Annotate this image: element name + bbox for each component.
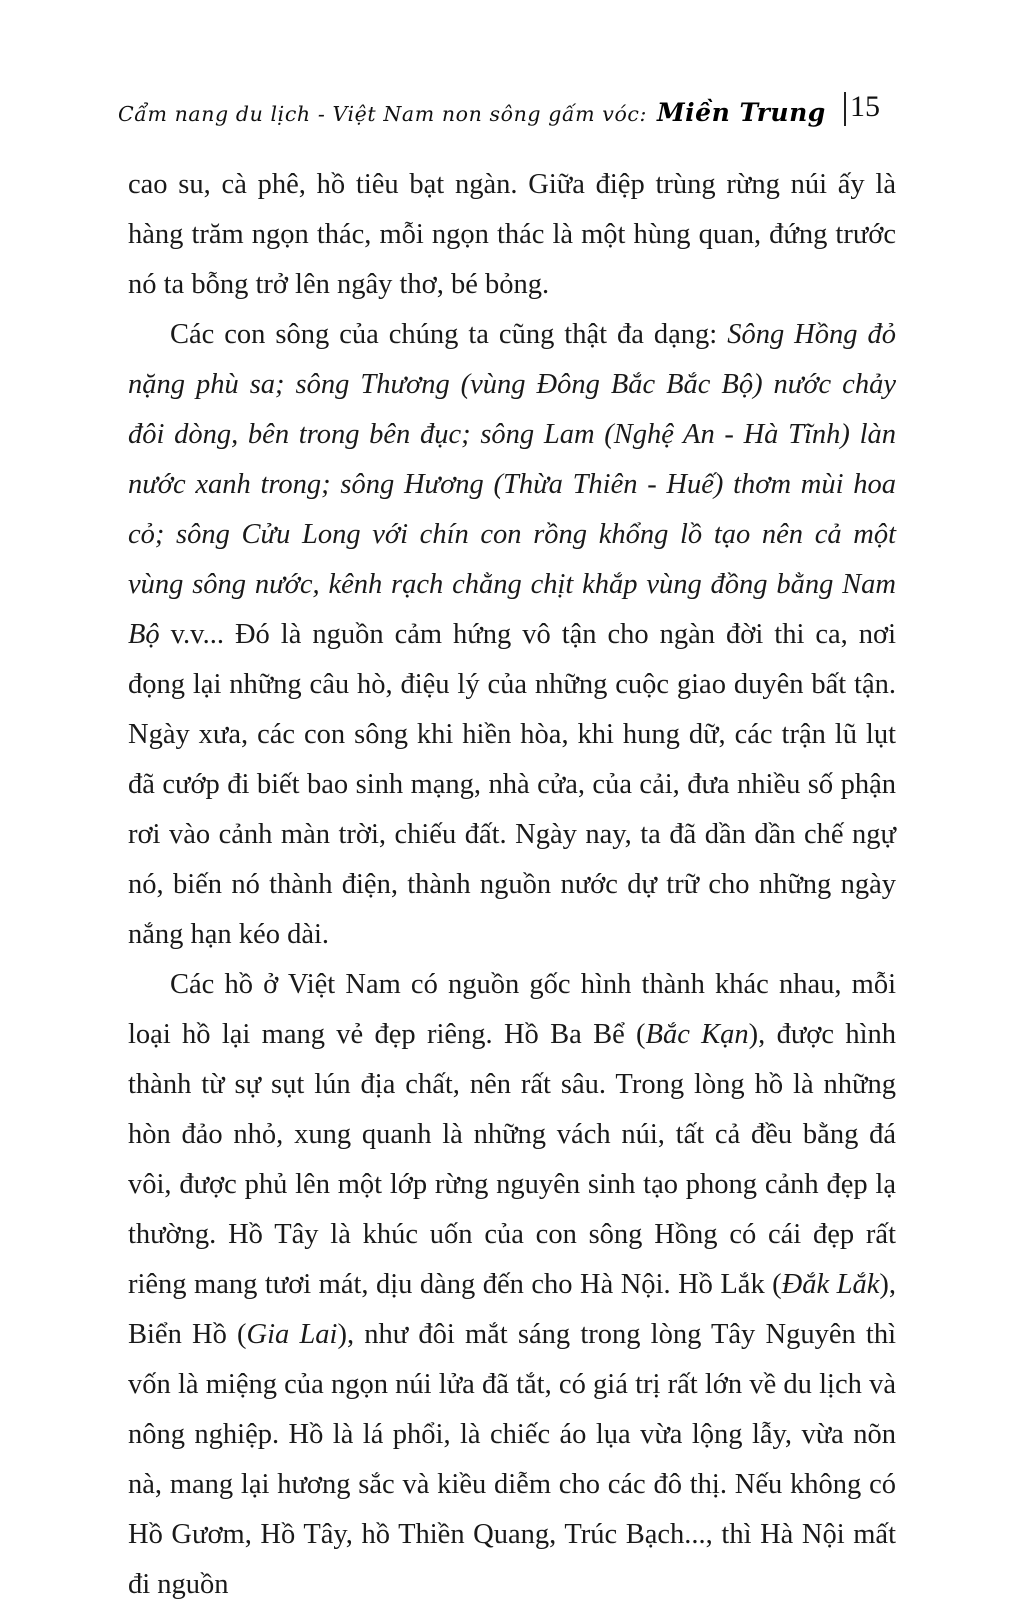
page-header [118, 78, 908, 136]
running-head [118, 87, 846, 127]
paragraph-1: cao su, cà phê, hồ tiêu bạt ngàn. Giữa điệp trùng rừng núi ấy là hàng trăm ngọn thác, mỗi ngọn thác là một hùng quan, đứng trước nó ta bỗng trở lên ngây thơ, bé bỏng. [128, 169, 896, 300]
place-name-dak-lak: Đắk Lắk [781, 1269, 880, 1300]
page-number: 15 [850, 90, 880, 123]
place-name-bac-kan: Bắc Kạn [645, 1019, 749, 1050]
running-head-region: Miền Trung [657, 98, 826, 127]
running-head-title: Cẩm nang du lịch - Việt Nam non sông gấm vóc: [118, 102, 647, 126]
paragraph-3-part-c: ), Biển Hồ ( [128, 1269, 897, 1350]
header-divider [844, 92, 846, 126]
paragraph-3-part-d: ), như đôi mắt sáng trong lòng Tây Nguyên thì vốn là miệng của ngọn núi lửa đã tắt, có giá trị rất lớn về du lịch và nông nghiệp. Hồ là lá phổi, là chiếc áo lụa vừa lộng lẫy, vừa nõn nà, mang lại hương sắc và kiều diễm cho các đô thị. Nếu không có Hồ Gươm, Hồ Tây, hồ Thiền Quang, Trúc Bạch..., thì Hà Nội mất đi nguồn [128, 1319, 896, 1600]
paragraph-3-part-a: Các hồ ở Việt Nam có nguồn gốc hình thành khác nhau, mỗi loại hồ lại mang vẻ đẹp riêng. Hồ Ba Bể ( [128, 969, 896, 1050]
paragraph-2 [128, 310, 896, 960]
paragraph-3 [128, 960, 896, 1610]
paragraph-2-lead: Các con sông của chúng ta cũng thật đa dạng: [170, 319, 728, 350]
paragraph-2-river-names: Sông Hồng đỏ nặng phù sa; sông Thương (vùng Đông Bắc Bắc Bộ) nước chảy đôi dòng, bên trong bên đục; sông Lam (Nghệ An - Hà Tĩnh) làn nước xanh trong; sông Hương (Thừa Thiên - Huế) thơm mùi hoa cỏ; sông Cửu Long với chín con rồng khổng lồ tạo nên cả một vùng sông nước, kênh rạch chằng chịt khắp vùng đồng bằng Nam Bộ [128, 319, 896, 650]
place-name-gia-lai: Gia Lai [246, 1319, 338, 1350]
paragraph-3-part-b: ), được hình thành từ sự sụt lún địa chất, nên rất sâu. Trong lòng hồ là những hòn đảo nhỏ, xung quanh là những vách núi, tất cả đều bằng đá vôi, được phủ lên một lớp rừng nguyên sinh tạo phong cảnh đẹp lạ thường. Hồ Tây là khúc uốn của con sông Hồng có cái đẹp rất riêng mang tươi mát, dịu dàng đến cho Hà Nội. Hồ Lắk ( [128, 1019, 896, 1300]
page-content [128, 160, 896, 1610]
paragraph-2-tail: v.v... Đó là nguồn cảm hứng vô tận cho ngàn đời thi ca, nơi đọng lại những câu hò, điệu lý của những cuộc giao duyên bất tận. Ngày xưa, các con sông khi hiền hòa, khi hung dữ, các trận lũ lụt đã cướp đi biết bao sinh mạng, nhà cửa, của cải, đưa nhiều số phận rơi vào cảnh màn trời, chiếu đất. Ngày nay, ta đã dần dần chế ngự nó, biến nó thành điện, thành nguồn nước dự trữ cho những ngày nắng hạn kéo dài. [128, 619, 896, 950]
